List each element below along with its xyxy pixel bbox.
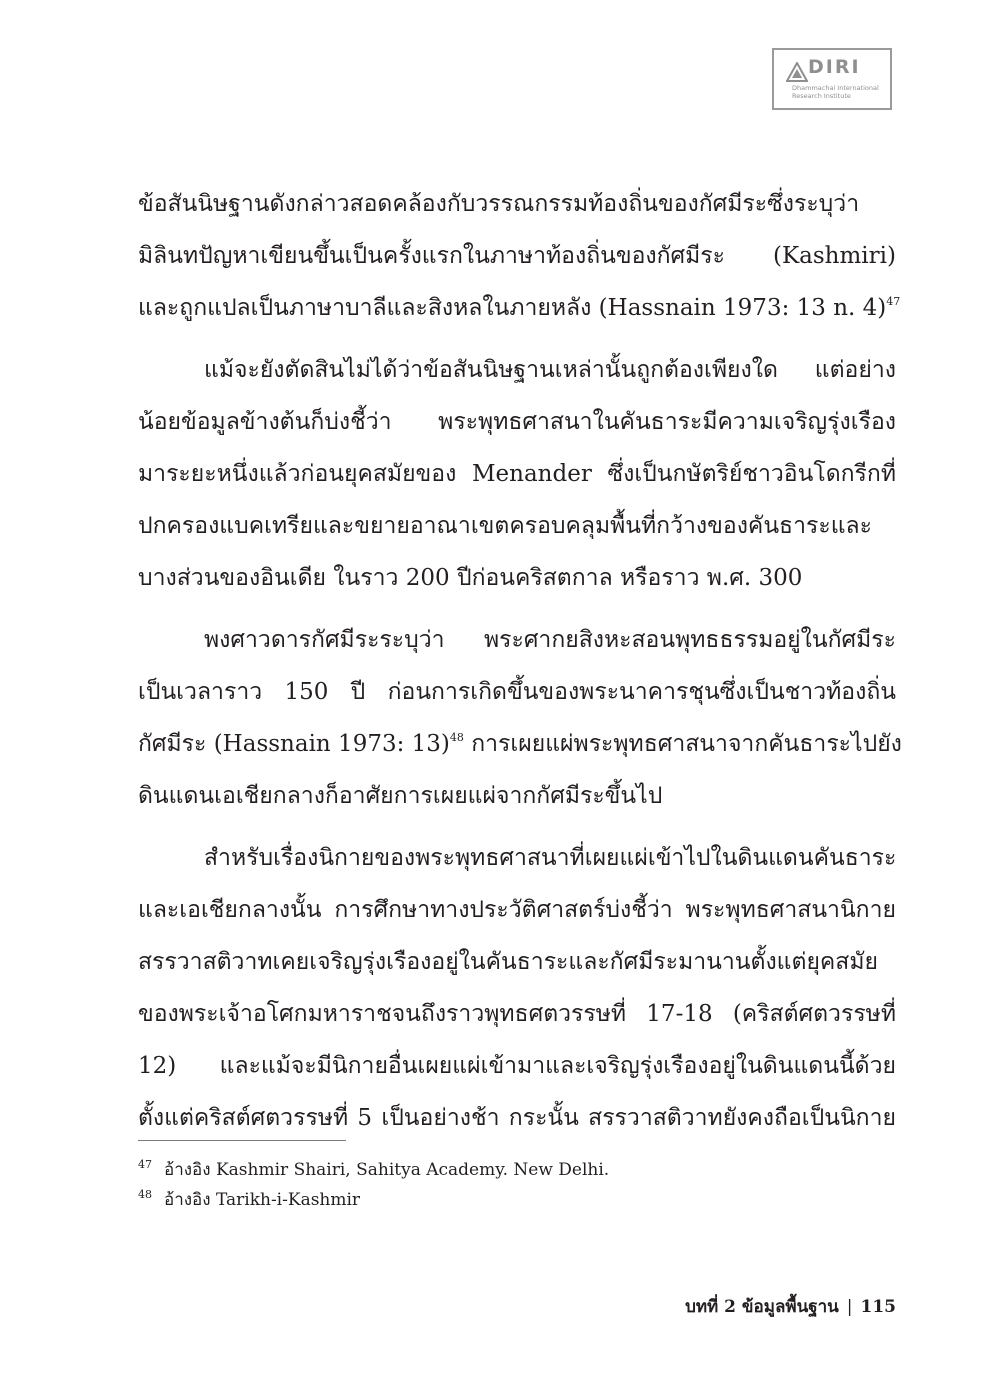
footnote-ref-48[interactable]: 48: [449, 731, 464, 744]
text-line: พงศาวดารกัศมีระระบุว่า พระศากยสิงหะสอนพุทธธรรมอยู่ในกัศมีระ: [204, 627, 896, 653]
paragraph-3: [138, 614, 902, 822]
logo-text: DIRI: [808, 56, 861, 78]
logo-subtitle: Dhammachai International Research Institute: [792, 84, 879, 100]
triangle-logo-icon: [786, 62, 808, 82]
text-line: ตั้งแต่คริสต์ศตวรรษที่ 5 เป็นอย่างช้า กระนั้น สรรวาสติวาทยังคงถือเป็นนิกาย: [138, 1105, 896, 1131]
footnote-ref-47[interactable]: 47: [886, 295, 901, 308]
text-line: ปกครองแบคเทรียและขยายอาณาเขตครอบคลุมพื้นที่กว้างของคันธาระและ: [138, 513, 872, 539]
chapter-title: บทที่ 2 ข้อมูลพื้นฐาน: [685, 1297, 839, 1317]
page-footer: [685, 1293, 896, 1320]
text-line: บางส่วนของอินเดีย ในราว 200 ปีก่อนคริสตกาล หรือราว พ.ศ. 300: [138, 565, 803, 591]
diri-logo: [772, 48, 892, 110]
text-line: และถูกแปลเป็นภาษาบาลีและสิงหลในภายหลัง (Hassnain 1973: 13 n. 4)$^{47}$: [138, 295, 901, 321]
text-line: น้อยข้อมูลข้างต้นก็บ่งชี้ว่า พระพุทธศาสนาในคันธาระมีความเจริญรุ่งเรือง: [138, 409, 896, 435]
page-number: 115: [860, 1297, 896, 1317]
text-line: สำหรับเรื่องนิกายของพระพุทธศาสนาที่เผยแผ่เข้าไปในดินแดนคันธาระ: [204, 845, 897, 871]
text-line: แม้จะยังตัดสินไม่ได้ว่าข้อสันนิษฐานเหล่านั้นถูกต้องเพียงใด แต่อย่าง: [204, 357, 896, 383]
text-line: และเอเชียกลางนั้น การศึกษาทางประวัติศาสตร์บ่งชี้ว่า พระพุทธศาสนานิกาย: [138, 897, 896, 923]
text-line: กัศมีระ (Hassnain 1973: 13)$^{48}$ การเผยแผ่พระพุทธศาสนาจากคันธาระไปยัง: [138, 731, 902, 757]
text-line: สรรวาสติวาทเคยเจริญรุ่งเรืองอยู่ในคันธาระและกัศมีระมานานตั้งแต่ยุคสมัย: [138, 949, 878, 975]
footnote-divider: [138, 1140, 346, 1141]
footnote-47: $^{47}$ อ้างอิง Kashmir Shairi, Sahitya Academy. New Delhi.: [138, 1158, 610, 1180]
body-text: [138, 178, 902, 1144]
text-line: ของพระเจ้าอโศกมหาราชจนถึงราวพุทธศตวรรษที่ 17-18 (คริสต์ศตวรรษที่: [138, 1001, 896, 1027]
text-line: 12) และแม้จะมีนิกายอื่นเผยแผ่เข้ามาและเจริญรุ่งเรืองอยู่ในดินแดนนี้ด้วย: [138, 1053, 896, 1079]
footnote-48: $^{48}$ อ้างอิง Tarikh-i-Kashmir: [138, 1188, 361, 1210]
text-line: ข้อสันนิษฐานดังกล่าวสอดคล้องกับวรรณกรรมท้องถิ่นของกัศมีระซึ่งระบุว่า: [138, 191, 860, 217]
text-line: มาระยะหนึ่งแล้วก่อนยุคสมัยของ Menander ซึ่งเป็นกษัตริย์ชาวอินโดกรีกที่: [138, 461, 896, 487]
text-line: เป็นเวลาราว 150 ปี ก่อนการเกิดขึ้นของพระนาคารชุนซึ่งเป็นชาวท้องถิ่น: [138, 679, 896, 705]
paragraph-4: [138, 832, 896, 1144]
paragraph-2: [138, 344, 896, 604]
paragraph-1: [138, 178, 901, 334]
footer-separator: |: [846, 1297, 853, 1317]
text-line: ดินแดนเอเชียกลางก็อาศัยการเผยแผ่จากกัศมีระขึ้นไป: [138, 783, 663, 809]
text-line: มิลินทปัญหาเขียนขึ้นเป็นครั้งแรกในภาษาท้องถิ่นของกัศมีระ (Kashmiri): [138, 243, 896, 269]
